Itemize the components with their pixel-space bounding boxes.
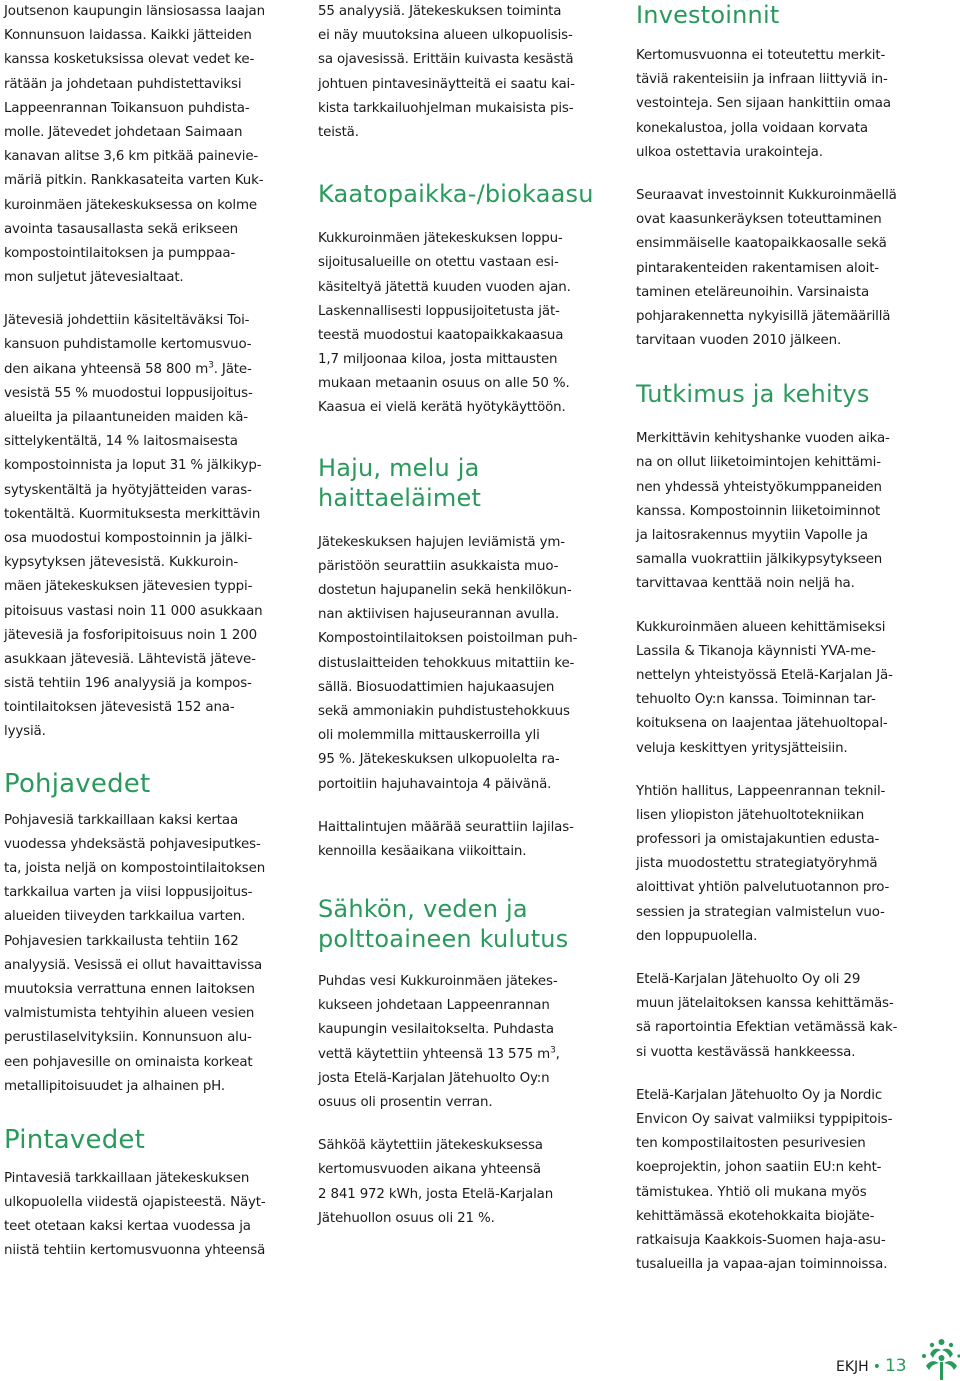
paragraph (4, 309, 294, 357)
paragraph (318, 531, 606, 797)
text-line: kypsytyksen jätevesistä. Kukkuroin- (4, 555, 239, 571)
superscript: 3 (208, 360, 214, 371)
text-line: ulkopuolella viidestä ojapisteestä. Näyt- (4, 1195, 266, 1211)
text-line: päristöön seurattiin asukkaista muo- (318, 558, 559, 574)
text-line: sittelykentältä, 14 % laitosmaisesta (4, 434, 238, 450)
text-line: konekalustoa, jolla voidaan korvata (636, 120, 868, 136)
text-line: Haittalintujen määrää seurattiin lajilas- (318, 819, 574, 835)
text-line: niistä tehtiin kertomusvuonna yhteensä (4, 1243, 266, 1259)
text-line: kanavan alitse 3,6 km pitkää painevie- (4, 149, 259, 165)
text-line: rätään ja johdetaan puhdistettaviksi (4, 76, 242, 92)
text-line: Joutsenon kaupungin länsiosassa laajan (4, 4, 265, 19)
text-line: perustilaselvityksiin. Konnunsuon alu- (4, 1030, 252, 1046)
text-line: alueiden tiiveyden tarkkailua varten. (4, 909, 246, 925)
text-line: analyysiä. Vesissä ei ollut havaittavissa (4, 957, 263, 973)
paragraph (318, 227, 606, 421)
text-line: Etelä-Karjalan Jätehuolto Oy ja Nordic (636, 1087, 883, 1103)
text-line: mukaan metaanin osuus on alle 50 %. (318, 376, 570, 392)
text-line: 2 841 972 kWh, josta Etelä-Karjalan (318, 1186, 554, 1202)
text-line: sijoitusalueille on otettu vastaan esi- (318, 255, 559, 271)
text-line: Jätekeskuksen hajujen leviämistä ym- (318, 534, 565, 550)
column-3 (636, 0, 921, 1277)
text-line: alueilta ja pilaantuneiden maiden kä- (4, 410, 248, 425)
text-line: kista tarkkailuohjelman mukaisista pis- (318, 100, 574, 116)
text-line: veluja keskittyen yritysjätteisiin. (636, 740, 848, 756)
paragraph (636, 1084, 921, 1278)
text-line: Seuraavat investoinnit Kukkuroinmäellä (636, 187, 897, 203)
text-line: täviä rakenteisiin ja infraan liittyviä in- (636, 72, 888, 88)
text-line: avointa tasausallasta sekä erikseen (4, 221, 238, 237)
heading-kaatopaikka: Kaatopaikka-/biokaasu (318, 180, 594, 209)
text-line: 55 analyysiä. Jätekeskuksen toiminta (318, 4, 562, 19)
text-line: tehuolto Oy:n kanssa. Toiminnan tar- (636, 692, 876, 708)
text-line: sistä tehtiin 196 analyysiä ja kompos- (4, 676, 252, 692)
text-line: sessien ja strategian valmistelun vuo- (636, 904, 885, 920)
text-line: den loppupuolella. (636, 928, 758, 944)
text-line: teistä. (318, 124, 359, 140)
text-line: tusalueilla ja vapaa-ajan toiminnoissa. (636, 1257, 888, 1273)
text-line: ensimmäiselle kaatopaikkaosalle sekä (636, 236, 887, 252)
heading-pintavedet: Pintavedet (4, 1124, 146, 1155)
text-line: Envicon Oy saivat valmiiksi typpipitois- (636, 1111, 893, 1127)
text-line: koeprojektin, johon saatiin EU:n keht- (636, 1160, 882, 1176)
text-line: nettelyn yhteistyössä Etelä-Karjalan Jä- (636, 667, 893, 683)
text-line: sä raportointia Efektian vetämässä kak- (636, 1020, 898, 1036)
text-line: Kukkuroinmäen alueen kehittämiseksi (636, 619, 886, 635)
text-line: taminen eteläreunoihin. Varsinaista (636, 284, 870, 300)
leaf-logo-icon (920, 1336, 960, 1380)
heading-line: polttoaineen kulutus (318, 925, 569, 954)
text-line: portoitiin hajuhavaintoja 4 päivänä. (318, 776, 552, 792)
text-line: tointilaitoksen jätevesistä 152 ana- (4, 700, 235, 716)
text-line: kompostointilaitoksen ja pumppaa- (4, 245, 236, 261)
text-line: mäen jätekeskuksen jätevesien typpi- (4, 579, 253, 595)
text-line: valmistumista tehtyihin alueen vesien (4, 1006, 255, 1022)
heading-line: Sähkön, veden ja (318, 895, 528, 924)
text-line: Jätevesiä johdettiin käsiteltäväksi Toi- (4, 313, 250, 329)
heading-tutkimus: Tutkimus ja kehitys (636, 380, 870, 409)
text-line: jätevesiä ja fosforipitoisuus noin 1 200 (4, 627, 257, 643)
footer-label: EKJH (836, 1359, 869, 1375)
text-line: vesistä 55 % muodostui loppusijoitus- (4, 385, 253, 401)
text-line: johtuen pintavesinäytteitä ei saatu kai- (318, 76, 575, 92)
text-line: Merkittävin kehityshanke vuoden aika- (636, 431, 890, 447)
text-line: jista muodostettu strategiatyöryhmä (636, 856, 878, 872)
text-line: muutoksia verrattuna ennen laitoksen (4, 981, 255, 997)
text-line: tokentältä. Kuormituksesta merkittävin (4, 506, 261, 522)
page-number: 13 (884, 1356, 907, 1376)
text-line: josta Etelä-Karjalan Jätehuolto Oy:n (318, 1070, 550, 1086)
text-line: kukseen johdetaan Lappeenrannan (318, 998, 550, 1014)
text-line: ovat kaasunkeräyksen toteuttaminen (636, 212, 882, 228)
heading-investoinnit: Investoinnit (636, 1, 780, 29)
paragraph (318, 1134, 606, 1231)
paragraph (318, 0, 606, 145)
heading-haju: Haju, melu ja haittaeläimet (318, 453, 482, 512)
text-line: dostetun hajupanelin sekä henkilökun- (318, 583, 572, 598)
text-line: asukkaan jätevesiä. Lähtevistä jäteve- (4, 651, 256, 667)
text-line: ja laitosrakennus myytiin Vapolle ja (636, 528, 868, 543)
text-line: si vuotta kestävässä hankkeessa. (636, 1044, 856, 1060)
column-1 (4, 0, 294, 1264)
text-line: oli molemmilla mittauskerroilla yli (318, 728, 540, 744)
paragraph (318, 1067, 606, 1115)
text-line: kansuon puhdistamolle kertomusvuo- (4, 337, 252, 353)
text-line: Kaasua ei vielä kerätä hyötykäyttöön. (318, 400, 566, 416)
paragraph (636, 968, 921, 1065)
text-line: distuslaitteiden tehokkuus mitattiin ke- (318, 655, 575, 671)
text-line: kuroinmäen jätekeskuksessa on kolme (4, 197, 257, 213)
text-line: kennoilla kesäaikana viikoittain. (318, 843, 527, 859)
text-line: mon suljetut jätevesialtaat. (4, 270, 184, 286)
text-line: teet otetaan kaksi kertaa vuodessa ja (4, 1219, 251, 1235)
text-line: vettä käytettiin yhteensä 13 575 $m^3$, (318, 1045, 560, 1062)
text-line: sekä ammoniakin puhdistustehokkuus (318, 703, 570, 719)
text-line: kanssa kosketuksissa olevat vedet ke- (4, 52, 255, 68)
text-line: osuus oli prosentin verran. (318, 1095, 493, 1110)
text-line: metallipitoisuudet ja alhainen pH. (4, 1078, 225, 1094)
paragraph (636, 427, 921, 596)
text-line: 1,7 miljoonaa kiloa, josta mittausten (318, 352, 558, 368)
text-line: osa muodostui kompostoinnin ja jälki- (4, 530, 253, 546)
text-line: teestä muodostui kaatopaikkakaasua (318, 327, 564, 343)
text-line: ei näy muutoksina alueen ulkopuolisis- (318, 28, 573, 44)
text-line: Jätehuollon osuus oli 21 %. (318, 1210, 495, 1226)
text-line: ten kompostilaitosten pesurivesien (636, 1136, 866, 1152)
text-line: 95 %. Jätekeskuksen ulkopuolelta ra- (318, 752, 560, 768)
paragraph (636, 184, 921, 353)
text-line: na on ollut liiketoimintojen kehittämi- (636, 455, 881, 471)
paragraph (318, 970, 606, 1043)
superscript: 3 (550, 1045, 556, 1056)
text-line: nan aktiivisen hajuseurannan avulla. (318, 607, 560, 623)
text-line: tarkkailua varten ja viisi loppusijoitus- (4, 885, 253, 901)
text-line: sällä. Biosuodattimien hajukaasujen (318, 679, 555, 695)
text-line: molle. Jätevedet johdetaan Saimaan (4, 124, 243, 140)
text-line: Sähköä käytettiin jätekeskuksessa (318, 1138, 543, 1154)
text-line: Etelä-Karjalan Jätehuolto Oy oli 29 (636, 972, 861, 987)
text-line: tämistukea. Yhtiö oli mukana myös (636, 1184, 867, 1200)
page-footer (836, 1356, 907, 1376)
text-line: pintarakenteiden rakentamisen aloit- (636, 260, 879, 276)
text-line: ulkoa ostettavia urakointeja. (636, 144, 823, 160)
text-line: lyysiä. (4, 724, 46, 740)
text-line: sa ojavesissä. Erittäin kuivasta kesästä (318, 52, 574, 68)
text-line: lisen yliopiston jätehuoltotekniikan (636, 807, 865, 823)
text-line: ratkaisuja Kaakkois-Suomen haja-asu- (636, 1232, 886, 1248)
text-line: Pintavesiä tarkkaillaan jätekeskuksen (4, 1170, 250, 1186)
text-line: professori ja omistajakuntien edusta- (636, 832, 880, 848)
text-line: Kertomusvuonna ei toteutettu merkit- (636, 48, 886, 63)
paragraph (4, 0, 294, 290)
text-line: Konnunsuon laidassa. Kaikki jätteiden (4, 28, 252, 44)
text-line: märiä pitkin. Rankkasateita varten Kuk- (4, 173, 264, 189)
text-line: vestointeja. Sen sijaan hankittiin omaa (636, 96, 891, 112)
text-line: koituksena on laajentaa jätehuoltopal- (636, 716, 888, 732)
text-line: kaupungin vesilaitokselta. Puhdasta (318, 1022, 554, 1038)
text-line: muun jätelaitoksen kanssa kehittämäs- (636, 996, 894, 1012)
text-line: aloittivat yhtiön palvelutuotannon pro- (636, 880, 890, 896)
paragraph (4, 1167, 294, 1264)
text-line: kompostoinnista ja loput 31 % jälkikyp- (4, 458, 262, 474)
text-line: een pohjavesille on ominaista korkeat (4, 1054, 253, 1070)
text-line: pohjarakennetta nykyisillä jätemäärillä (636, 308, 891, 324)
column-2 (318, 0, 606, 1231)
text-line: kanssa. Kompostoinnin liiketoiminnot (636, 503, 881, 519)
text-line: kehittämässä ekotehokkaita biojäte- (636, 1208, 875, 1224)
text-line: tarvittavaa kenttää noin neljä ha. (636, 576, 855, 592)
paragraph (636, 616, 921, 761)
heading-pohjavedet: Pohjavedet (4, 768, 151, 799)
paragraph (636, 44, 921, 165)
text-line: Pohjavesien tarkkailusta tehtiin 162 (4, 933, 239, 949)
text-line: nen yhdessä yhteistyökumppaneiden (636, 479, 882, 495)
text-line: ta, joista neljä on kompostointilaitoksen (4, 861, 266, 876)
heading-sahko (318, 894, 606, 954)
text-line: kertomusvuoden aikana yhteensä (318, 1162, 541, 1178)
text-line: Lassila & Tikanoja käynnisti YVA-me- (636, 643, 876, 659)
paragraph (4, 809, 294, 1099)
text-line: Kukkuroinmäen jätekeskuksen loppu- (318, 231, 563, 247)
text-line: käsiteltyä jätettä kuuden vuoden ajan. (318, 279, 571, 295)
text-line: Pohjavesiä tarkkaillaan kaksi kertaa (4, 812, 238, 828)
text-line: samalla vuokrattiin jälkikypsytykseen (636, 552, 883, 568)
text-line: Lappeenrannan Toikansuon puhdista- (4, 100, 250, 116)
text-line: den aikana yhteensä 58 800 $m^3$. Jäte- (4, 360, 252, 377)
text-line: Laskennallisesti loppusijoitetusta jät- (318, 303, 560, 319)
paragraph (636, 780, 921, 949)
text-line: Kompostointilaitoksen poistoilman puh- (318, 631, 578, 647)
text-line: Puhdas vesi Kukkuroinmäen jätekes- (318, 974, 558, 990)
paragraph (318, 816, 606, 864)
text-line: tarvitaan vuoden 2010 jälkeen. (636, 333, 842, 349)
text-line: pitoisuus vastasi noin 11 000 asukkaan (4, 603, 263, 619)
text-line: Yhtiön hallitus, Lappeenrannan teknil- (636, 783, 886, 799)
footer-separator: • (872, 1359, 881, 1375)
text-line: sytyskentältä ja hyötyjätteiden varas- (4, 482, 252, 498)
text-line: vuodessa yhdeksästä pohjavesiputkes- (4, 836, 261, 852)
paragraph (4, 382, 294, 745)
